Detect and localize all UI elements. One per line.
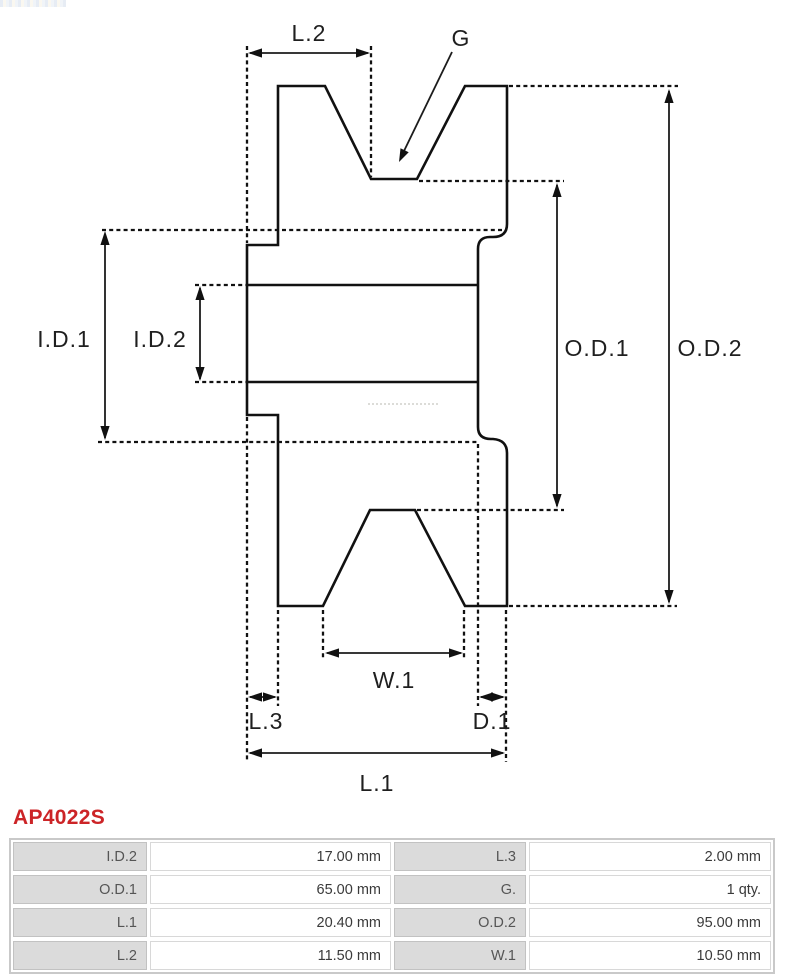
- spec-value-cell: 65.00 mm: [150, 875, 391, 904]
- arrow-head: [195, 367, 204, 381]
- dimension-labels: [37, 20, 742, 796]
- dim-id1: [100, 231, 109, 440]
- spec-value-cell: 20.40 mm: [150, 908, 391, 937]
- arrow-head: [100, 231, 109, 245]
- spec-label-cell: O.D.2: [394, 908, 526, 937]
- spec-label-cell: G.: [394, 875, 526, 904]
- spec-value-cell: 2.00 mm: [529, 842, 771, 871]
- spec-label-cell: W.1: [394, 941, 526, 970]
- dimension-lines: [100, 48, 673, 757]
- arrow-head: [552, 183, 561, 197]
- dim-l2: [248, 48, 370, 57]
- arrow-head: [491, 748, 505, 757]
- spec-value-cell: 95.00 mm: [529, 908, 771, 937]
- dim-label-l1: L.1: [359, 770, 395, 796]
- spec-value-cell: 1 qty.: [529, 875, 771, 904]
- spec-value-cell: 17.00 mm: [150, 842, 391, 871]
- dim-label-id1: I.D.1: [37, 326, 91, 352]
- arrow-head: [479, 692, 493, 701]
- spec-value-cell: 11.50 mm: [150, 941, 391, 970]
- arrow-head: [491, 692, 505, 701]
- spec-label-cell: L.1: [13, 908, 147, 937]
- arrow-head: [552, 494, 561, 508]
- dim-label-l2: L.2: [291, 20, 327, 46]
- arrow-head: [356, 48, 370, 57]
- spec-label-cell: I.D.2: [13, 842, 147, 871]
- dim-g-leader: [399, 52, 452, 162]
- dim-l3: [248, 692, 277, 701]
- dim-label-od1: O.D.1: [564, 335, 630, 361]
- dim-l1: [248, 748, 505, 757]
- arrow-head: [449, 648, 463, 657]
- arrow-head: [664, 590, 673, 604]
- dim-label-id2: I.D.2: [133, 326, 187, 352]
- arrow-head: [263, 692, 277, 701]
- dim-w1: [325, 648, 463, 657]
- spec-label-cell: O.D.1: [13, 875, 147, 904]
- dim-label-w1: W.1: [372, 667, 416, 693]
- dim-label-d1: D.1: [472, 708, 512, 734]
- arrow-head: [248, 48, 262, 57]
- arrow-head: [195, 286, 204, 300]
- pulley-outline-path: [247, 86, 507, 606]
- arrow-head: [664, 89, 673, 103]
- arrow-head: [248, 748, 262, 757]
- spec-label-cell: L.3: [394, 842, 526, 871]
- spec-table: [9, 838, 775, 974]
- arrow-head: [325, 648, 339, 657]
- part-number-title: AP4022S: [13, 806, 105, 829]
- dim-od1: [552, 183, 561, 508]
- spec-value-cell: 10.50 mm: [529, 941, 771, 970]
- pulley-cross-section: [247, 86, 507, 606]
- arrow-head: [399, 148, 409, 162]
- arrow-head: [248, 692, 262, 701]
- spec-label-cell: L.2: [13, 941, 147, 970]
- dim-label-od2: O.D.2: [677, 335, 743, 361]
- dim-od2: [664, 89, 673, 604]
- arrow-head: [100, 426, 109, 440]
- dim-id2: [195, 286, 204, 381]
- dim-label-g: G: [451, 25, 471, 51]
- dim-label-l3: L.3: [248, 708, 284, 734]
- dim-d1: [479, 692, 505, 701]
